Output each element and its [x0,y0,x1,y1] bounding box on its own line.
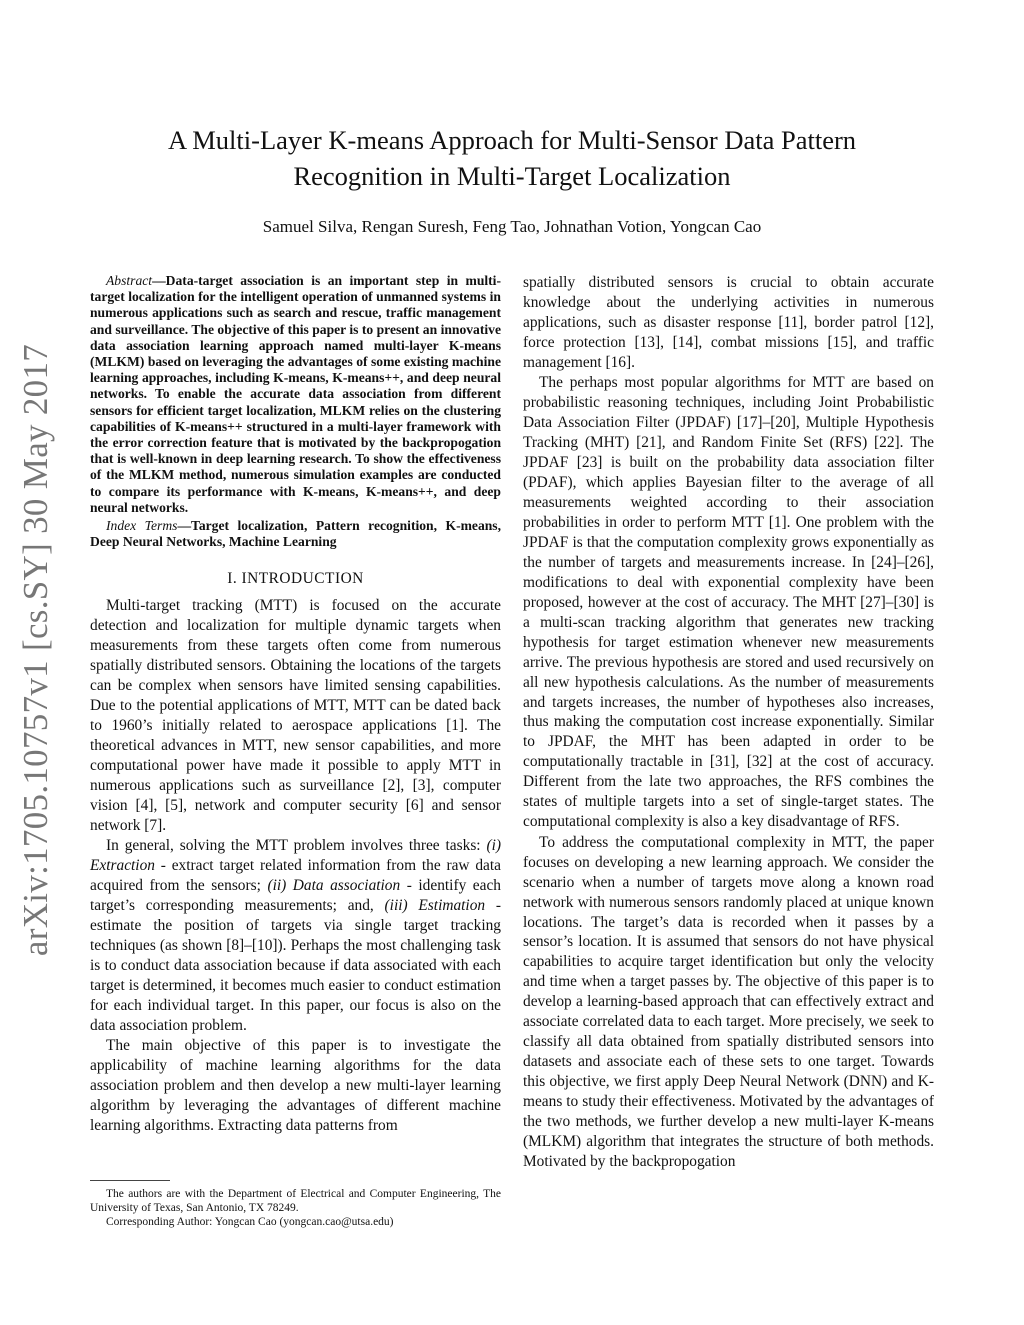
abstract-text: Data-target association is an important step in multi-target localization for the intelligent operation of unmanned systems in numerous applications such as search and rescue, traffic management and surveillance. The objective of this paper is to present an innovative data association learning approach named multi-layer K-means (MLKM) based on leveraging the advantages of some existing machine learning approaches, including K-means, K-means++, and deep neural networks. To enable the accurate data association from different sensors for efficient target localization, MLKM relies on the clustering capabilities of K-means++ structured in a multi-layer framework with the error correction feature that is motivated by the backpropogation that is well-known in deep learning research. To show the effectiveness of the MLKM method, numerous simulation examples are conducted to compare its performance with K-means, K-means++, and deep neural networks. [90,273,501,515]
footnote-rule [90,1180,170,1181]
right-column [523,273,934,1172]
title-line-1: A Multi-Layer K-means Approach for Multi-Sensor Data Pattern [167,125,857,155]
right-paragraph-2: The perhaps most popular algorithms for MTT are based on probabilistic reasoning techniques, including Joint Probabilistic Data Association Filter (JPDAF) [17]–[20], Multiple Hypothesis Tracking (MHT) [21], and Random Finite Set (RFS) [22]. The JPDAF [23] is built on the probability data association filter (PDAF), which applies Bayesian filter to the average of all measurements weighted according to their association probabilities in order to perform MTT [1]. One problem with the JPDAF is that the computation complexity grows exponentially as the number of targets and measurements increase. In [24]–[26], modifications to deal with exponential complexity have been proposed, however at the cost of accuracy. The MHT [27]–[30] is a multi-scan tracking algorithm that generates new tracking hypothesis for target estimation whenever new measurements arrive. The previous hypothesis are stored and used recursively on all new hypothesis calculations. As the number of measurements and targets increases, the number of hypotheses also increases, thus making the computation cost increase exponentially. Similar to JPDAF, the MHT has been adapted in order to be computationally tractable in [31], [32] at the cost of accuracy. Different from the late two approaches, the RFS combines the states of multiple targets into a set of single-target states. The computational complexity is also a key disadvantage of RFS. [523,374,934,831]
section-heading-introduction: I. INTRODUCTION [227,570,364,588]
intro-paragraph-1: Multi-target tracking (MTT) is focused on the accurate detection and localization for multiple dynamic targets when measurements from these targets often come from numerous spatially distributed sensors. Obtaining the locations of the targets can be complex when sensors have limited sensing capabilities. Due to the potential applications of MTT, MTT can be dated back to 1960’s initially related to aerospace applications [1]. The theoretical advances in MTT, new sensor capabilities, and more computational power have made it possible to apply MTT in numerous applications such as surveillance [2], [3], computer vision [4], [5], network and computer security [6] and sensor network [7]. [90,597,501,834]
p2-term-estimation: (iii) Estimation [384,897,486,915]
arxiv-identifier-text: arXiv:1705.10757v1 [cs.SY] 30 May 2017 [16,343,55,957]
footnote-corresponding-author: Corresponding Author: Yongcan Cao (yongcan.cao@utsa.edu) [106,1216,394,1228]
right-paragraph-1: spatially distributed sensors is crucial to obtain accurate knowledge about the underlying activities in numerous applications, such as disaster response [11], border patrol [12], force protection [13], [14], combat missions [15], and traffic management [16]. [523,274,934,371]
author-list: Samuel Silva, Rengan Suresh, Feng Tao, Johnathan Votion, Yongcan Cao [262,217,762,236]
p2-text-b: - extract target related information from the raw data acquired from the sensors; [90,857,501,895]
p2-text-c: - identify each target’s corresponding measurements; and, [90,877,501,915]
intro-paragraph-2 [90,836,501,1036]
left-column [90,273,501,1137]
p2-term-association: (ii) Data association [267,877,401,895]
right-paragraph-3: To address the computational complexity in MTT, the paper focuses on developing a new learning approach. We consider the scenario when a number of targets move along a known road network with numerous sensors randomly placed at unique known locations. The target’s data is recorded when it passes by a sensor’s location. It is assumed that sensors do not have physical capabilities to acquire target identification but only the velocity and time when a target passes by. The objective of this paper is to develop a learning-based approach that can effectively extract and associate correlated data to each target. More precisely, we seek to classify all data obtained from spatially distributed sensors into datasets and associate each of these sets to one target. Towards this objective, we first apply Deep Neural Network (DNN) and K-means to study their effectiveness. Motivated by the advantages of the two methods, we further develop a new multi-layer K-means (MLKM) algorithm that integrates the structure of both methods. Motivated by the backpropogation [523,833,934,1170]
index-terms-label: Index Terms [106,518,178,534]
index-terms-text: Target localization, Pattern recognition, K-means, Deep Neural Networks, Machine Learning [90,518,501,550]
p2-text-d: - estimate the position of targets via single target tracking techniques (as shown [8]–[10]). Perhaps the most challenging task is to conduct data association because if data associated with each target is determined, it becomes much easier to conduct estimation for each individual target. In this paper, our focus is also on the data association problem. [90,897,501,1034]
footnote-affiliation: The authors are with the Department of Electrical and Computer Engineering, The University of Texas, San Antonio, TX 78249. [90,1188,501,1214]
title-line-2: Recognition in Multi-Target Localization [293,161,731,191]
arxiv-identifier [6,345,66,955]
paper-title [90,122,934,194]
abstract: Abstract—Data-target association is an important step in multi-target localization for the intelligent operation of unmanned systems in numerous applications such as search and rescue, traffic management and surveillance. The objective of this paper is to present an innovative data association learning approach named multi-layer K-means (MLKM) based on leveraging the advantages of some existing machine learning approaches, including K-means, K-means++, and deep neural networks. To enable the accurate data association from different sensors for efficient target localization, MLKM relies on the clustering capabilities of K-means++ structured in a multi-layer framework with the error correction feature that is motivated by the backpropogation that is well-known in deep learning research. To show the effectiveness of the MLKM method, numerous simulation examples are conducted to compare its performance with K-means, K-means++, and deep neural networks. [90,273,501,515]
abstract-label: Abstract [106,273,153,288]
footnotes [90,1187,501,1229]
p2-text-a: In general, solving the MTT problem involves three tasks: [106,837,487,855]
index-terms: Index Terms—Target localization, Pattern recognition, K-means, Deep Neural Networks, Machine Learning [90,518,501,550]
intro-paragraph-3: The main objective of this paper is to investigate the applicability of machine learning algorithms for the data association problem and then develop a new multi-layer learning algorithm by leveraging the advantages of different machine learning algorithms. Extracting data patterns from [90,1037,501,1135]
p2-term-extraction: (i) Extraction [90,837,501,875]
